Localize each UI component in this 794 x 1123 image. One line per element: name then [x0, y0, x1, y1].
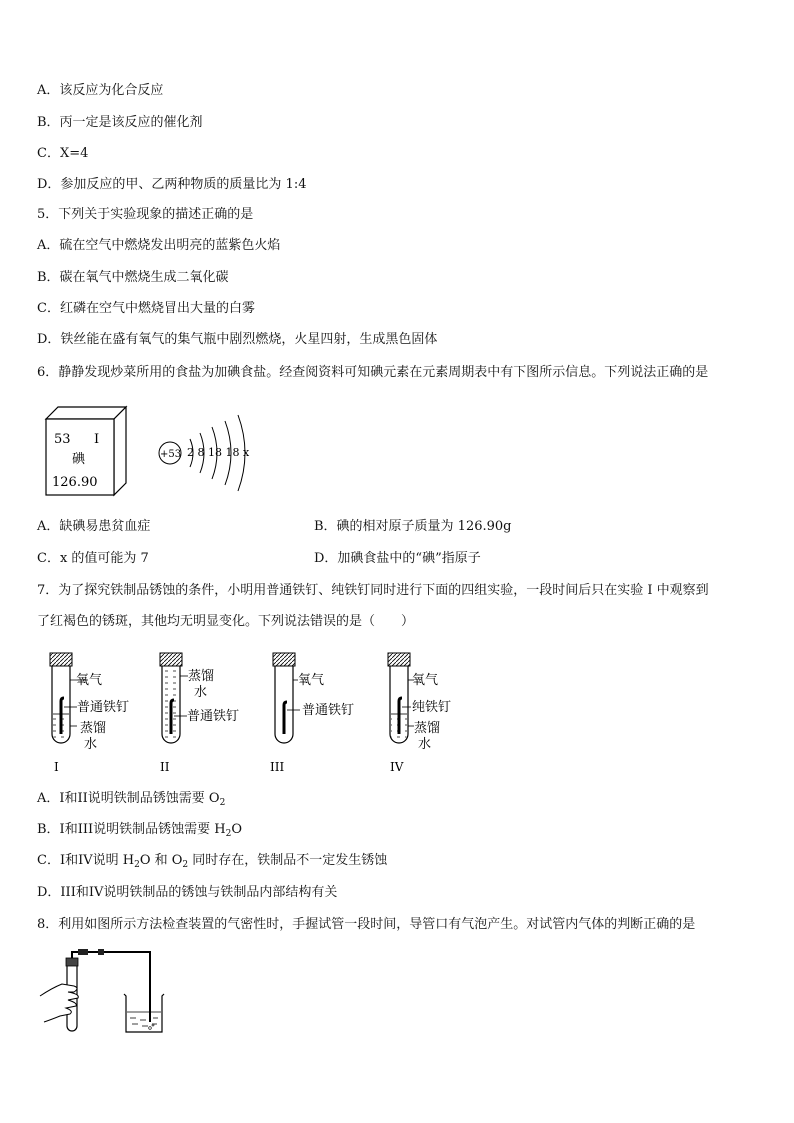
q5-option-b: B．碳在氧气中燃烧生成二氧化碳 — [37, 270, 229, 285]
q7-option-a-text: A．I和II说明铁制品锈蚀需要 O — [37, 791, 220, 806]
q4-option-d: D．参加反应的甲、乙两种物质的质量比为 1:4 — [37, 177, 307, 192]
q7-option-c-sub1: 2 — [134, 860, 140, 870]
q6-option-d: D．加碘食盐中的“碘”指原子 — [314, 551, 481, 566]
tube-3-label-oxygen: 氧气 — [298, 673, 325, 688]
q7-option-c-sub2: 2 — [182, 860, 189, 870]
q7-option-b — [37, 821, 242, 843]
q8-apparatus-figure — [38, 948, 168, 1036]
tube-1-roman: I — [54, 760, 59, 774]
tube-2-label-nail: 普通铁钉 — [187, 709, 240, 724]
q8-stem: 8．利用如图所示方法检查装置的气密性时，手握试管一段时间，导管口有气泡产生。对试管内气体的判断正确的是 — [37, 917, 696, 932]
q7-option-c-pre: C．I和IV说明 H — [37, 853, 135, 868]
q4-option-a: A．该反应为化合反应 — [37, 83, 164, 98]
q7-option-c-post: 同时存在，铁制品不一定发生锈蚀 — [188, 853, 388, 868]
element-symbol: I — [94, 432, 100, 447]
element-number: 53 — [54, 432, 71, 447]
q5-option-d: D．铁丝能在盛有氧气的集气瓶中剧烈燃烧，火星四射，生成黑色固体 — [37, 332, 438, 347]
q4-option-b: B．丙一定是该反应的催化剂 — [37, 115, 203, 130]
tube-4-roman: IV — [390, 760, 404, 774]
q7-figure — [36, 650, 476, 778]
element-name: 碘 — [72, 452, 86, 467]
tube-2-roman: II — [160, 760, 170, 774]
q6-option-a: A．缺碘易患贫血症 — [37, 519, 151, 534]
q7-option-d: D．III和IV说明铁制品的锈蚀与铁制品内部结构有关 — [37, 885, 338, 900]
q7-option-a — [37, 790, 225, 812]
q6-option-c: C．x 的值可能为 7 — [37, 551, 149, 566]
q6-figure — [44, 405, 254, 497]
nucleus-charge: +53 — [160, 449, 182, 460]
tube-2-label-water1: 蒸馏 — [188, 669, 215, 684]
tube-2 — [160, 653, 239, 774]
tube-4-label-oxygen: 氧气 — [412, 673, 439, 688]
tube-3 — [270, 653, 354, 774]
q5-option-c: C．红磷在空气中燃烧冒出大量的白雾 — [37, 301, 255, 316]
q7-option-c — [37, 852, 387, 874]
q6-option-b: B．碘的相对原子质量为 126.90g — [314, 519, 512, 534]
q4-option-c: C．X=4 — [37, 146, 89, 161]
tube-1-label-oxygen: 氧气 — [76, 673, 103, 688]
tube-3-label-nail: 普通铁钉 — [302, 703, 355, 718]
tube-2-label-water2: 水 — [194, 685, 208, 700]
tube-4-label-water1: 蒸馏 — [414, 721, 441, 736]
tube-4-label-water2: 水 — [418, 737, 432, 752]
q5-option-a: A．硫在空气中燃烧发出明亮的蓝紫色火焰 — [37, 238, 281, 253]
q7-stem-line2: 了红褐色的锈斑，其他均无明显变化。下列说法错误的是（ ） — [37, 614, 415, 629]
tube-4-label-nail: 纯铁钉 — [412, 700, 452, 715]
q7-stem-line1: 7．为了探究铁制品锈蚀的条件，小明用普通铁钉、纯铁钉同时进行下面的四组实验，一段时间后只在实验 I 中观察到 — [37, 583, 709, 598]
q6-stem: 6．静静发现炒菜所用的食盐为加碘食盐。经查阅资料可知碘元素在元素周期表中有下图所示信息。下列说法正确的是 — [37, 365, 709, 380]
element-mass: 126.90 — [52, 475, 98, 490]
q5-stem: 5．下列关于实验现象的描述正确的是 — [37, 207, 254, 222]
q7-option-b-sub: 2 — [225, 829, 232, 839]
electron-shells: 2 8 18 18 x — [187, 446, 250, 459]
tube-4 — [388, 653, 451, 774]
q7-option-c-mid: O 和 O — [139, 853, 183, 868]
q7-option-b-tail: O — [231, 822, 242, 837]
tube-1-label-water2: 水 — [84, 737, 98, 752]
tube-1-label-nail: 普通铁钉 — [77, 700, 130, 715]
q7-option-a-sub: 2 — [219, 798, 226, 808]
tube-3-roman: III — [270, 760, 285, 774]
tube-1-label-water1: 蒸馏 — [80, 721, 107, 736]
tube-1 — [50, 653, 129, 774]
q7-option-b-text: B．I和III说明铁制品锈蚀需要 H — [37, 822, 226, 837]
